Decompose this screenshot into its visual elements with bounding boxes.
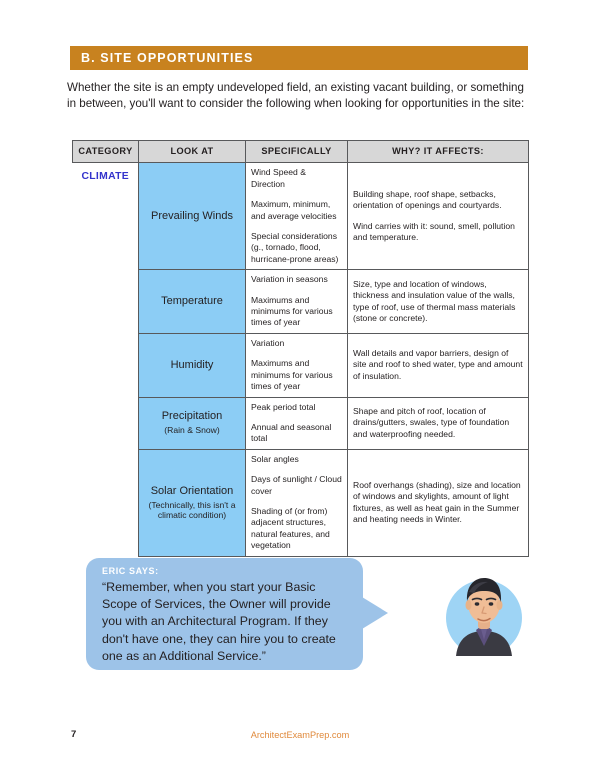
callout-quote: “Remember, when you start your Basic Scope of Services, the Owner will provide you with an Architectural Program. If they don't have one, they can hire you to create one as an Additional Service.”: [102, 580, 336, 663]
specifically-cell: [246, 163, 348, 270]
look-at-label: Precipitation: [161, 410, 223, 423]
column-header-category: CATEGORY: [73, 141, 139, 163]
look-at-cell: [139, 449, 246, 556]
footer-brand: ArchitectExamPrep.com: [250, 730, 350, 740]
look-at-label: Solar Orientation: [150, 484, 234, 497]
table-row: [73, 333, 529, 397]
speech-bubble: [86, 558, 363, 670]
specifically-item: Special considerations (g., tornado, flood, hurricane-prone areas): [251, 231, 339, 264]
why-item: Building shape, roof shape, setbacks, orientation of openings and courtyards.: [353, 189, 502, 211]
page-number: 7: [71, 729, 77, 740]
look-at-label: Humidity: [170, 358, 214, 371]
why-item: Wall details and vapor barriers, design of site and roof to shed water, type and amount of insulation.: [353, 348, 523, 381]
column-header-specifically: SPECIFICALLY: [246, 141, 348, 163]
intro-paragraph: Whether the site is an empty undeveloped field, an existing vacant building, or something in between, you'll want to consider the following when looking for opportunities in the site:: [67, 81, 525, 111]
section-header-bar: [70, 46, 528, 70]
column-header-why: WHY? IT AFFECTS:: [348, 141, 529, 163]
column-header-look-at: LOOK AT: [139, 141, 246, 163]
site-opportunities-table: [72, 140, 529, 557]
specifically-item: Days of sunlight / Cloud cover: [251, 474, 342, 496]
section-title: B. SITE OPPORTUNITIES: [81, 51, 254, 65]
specifically-item: Wind Speed & Direction: [251, 167, 306, 189]
why-cell: [348, 449, 529, 556]
speech-bubble-tail-icon: [362, 597, 388, 629]
speaker-label: ERIC SAYS:: [102, 566, 159, 576]
table-row: [73, 449, 529, 556]
specifically-item: Annual and seasonal total: [251, 421, 332, 444]
why-item: Wind carries with it: sound, smell, pollution and temperature.: [353, 220, 515, 243]
specifically-cell: [246, 270, 348, 334]
avatar: [438, 568, 530, 660]
look-at-cell: [139, 397, 246, 449]
category-label: CLIMATE: [81, 171, 129, 183]
why-cell: [348, 397, 529, 449]
look-at-sublabel: (Technically, this isn't a climatic condition): [148, 499, 236, 521]
table-body: [73, 163, 529, 556]
look-at-sublabel: (Rain & Snow): [164, 425, 220, 436]
why-cell: [348, 163, 529, 270]
specifically-cell: [246, 449, 348, 556]
why-cell: [348, 333, 529, 397]
specifically-item: Maximum, minimum, and average velocities: [251, 199, 337, 221]
look-at-cell: [139, 270, 246, 334]
specifically-item: Variation: [251, 337, 285, 348]
eric-says-callout: [86, 558, 386, 670]
look-at-label: Temperature: [161, 295, 223, 308]
specifically-item: Maximums and minimums for various times of year: [251, 294, 333, 328]
why-item: Roof overhangs (shading), size and location of windows and skylights, amount of light fixtures, as well as heat gain in the Summer and heating needs in Winter.: [353, 479, 521, 525]
why-item: Size, type and location of windows, thickness and insulation value of the walls, type of roof, use of thermal mass materials (stone or concrete).: [353, 278, 516, 323]
specifically-item: Solar angles: [251, 453, 299, 464]
why-item: Shape and pitch of roof, location of drains/gutters, swales, type of foundation and waterproofing needed.: [353, 406, 510, 439]
table-row: [73, 397, 529, 449]
table-row: [73, 163, 529, 270]
specifically-item: Shading of (or from) adjacent structures, natural features, and vegetation: [251, 505, 330, 551]
table-row: [73, 270, 529, 334]
look-at-cell: [139, 163, 246, 270]
category-cell: [73, 163, 139, 556]
specifically-item: Variation in seasons: [251, 274, 328, 285]
look-at-label: Prevailing Winds: [151, 209, 233, 222]
look-at-cell: [139, 333, 246, 397]
why-cell: [348, 270, 529, 334]
table-header-row: [73, 141, 529, 163]
specifically-item: Peak period total: [251, 401, 316, 412]
specifically-cell: [246, 333, 348, 397]
specifically-item: Maximums and minimums for various times of year: [251, 358, 333, 392]
specifically-cell: [246, 397, 348, 449]
eric-avatar-icon: [438, 568, 530, 660]
